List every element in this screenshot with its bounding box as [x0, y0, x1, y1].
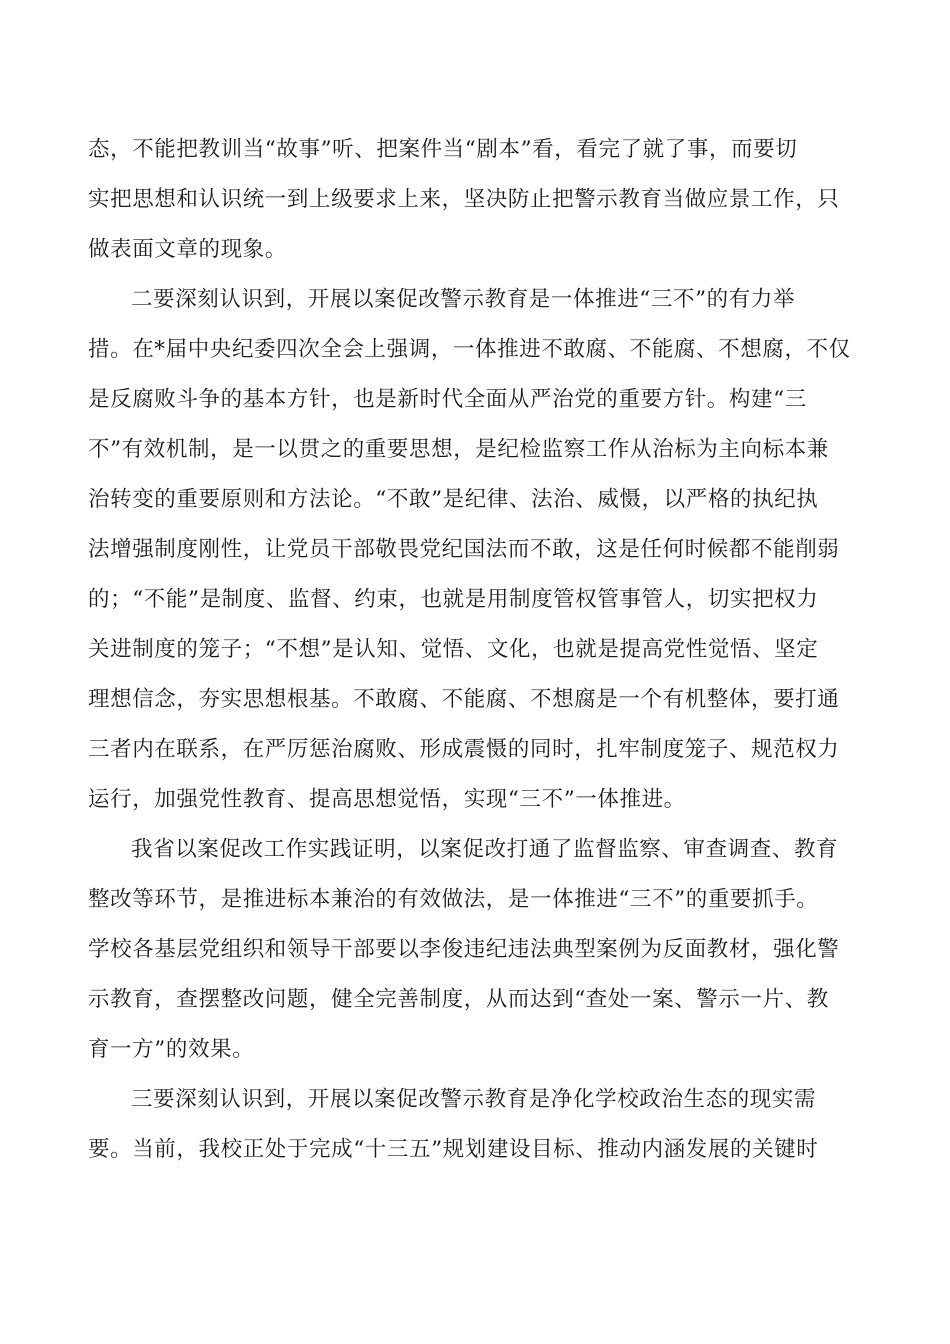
text-line: 态，不能把教训当“故事”听、把案件当“剧本”看，看完了就了事，而要切 — [88, 137, 798, 162]
paragraph-start-line: 我省以案促改工作实践证明，以案促改打通了监督监察、审查调查、教育 — [131, 837, 839, 862]
text-line: 示教育，查摆整改问题，健全完善制度，从而达到“查处一案、警示一片、教 — [88, 987, 829, 1012]
text-line: 运行，加强党性教育、提高思想觉悟，实现“三不”一体推进。 — [88, 787, 686, 812]
text-line: 不”有效机制，是一以贯之的重要思想，是纪检监察工作从治标为主向标本兼 — [88, 437, 829, 462]
paragraph-start-line: 三要深刻认识到，开展以案促改警示教育是净化学校政治生态的现实需 — [131, 1087, 817, 1112]
text-line: 理想信念，夯实思想根基。不敢腐、不能腐、不想腐是一个有机整体，要打通 — [88, 687, 840, 712]
text-line: 要。当前，我校正处于完成“十三五”规划建设目标、推动内涵发展的关键时 — [88, 1137, 819, 1162]
paragraph-start-line: 二要深刻认识到，开展以案促改警示教育是一体推进“三不”的有力举 — [131, 287, 796, 312]
text-line: 三者内在联系，在严厉惩治腐败、形成震慑的同时，扎牢制度笼子、规范权力 — [88, 737, 840, 762]
text-line: 学校各基层党组织和领导干部要以李俊违纪违法典型案例为反面教材，强化警 — [88, 937, 840, 962]
text-line: 育一方”的效果。 — [88, 1037, 255, 1062]
text-line: 治转变的重要原则和方法论。“不敢”是纪律、法治、威慑，以严格的执纪执 — [88, 487, 819, 512]
text-line: 是反腐败斗争的基本方针，也是新时代全面从严治党的重要方针。构建“三 — [88, 387, 807, 412]
text-line: 整改等环节，是推进标本兼治的有效做法，是一体推进“三不”的重要抓手。 — [88, 887, 819, 912]
text-line: 关进制度的笼子；“不想”是认知、觉悟、文化，也就是提高党性觉悟、坚定 — [88, 637, 819, 662]
text-line: 做表面文章的现象。 — [88, 237, 287, 262]
text-line: 法增强制度刚性，让党员干部敬畏党纪国法而不敢，这是任何时候都不能削弱 — [88, 537, 840, 562]
text-line: 措。在*届中央纪委四次全会上强调，一体推进不敢腐、不能腐、不想腐，不仅 — [88, 337, 851, 362]
text-line: 的；“不能”是制度、监督、约束，也就是用制度管权管事管人，切实把权力 — [88, 587, 819, 612]
text-line: 实把思想和认识统一到上级要求上来，坚决防止把警示教育当做应景工作，只 — [88, 187, 840, 212]
